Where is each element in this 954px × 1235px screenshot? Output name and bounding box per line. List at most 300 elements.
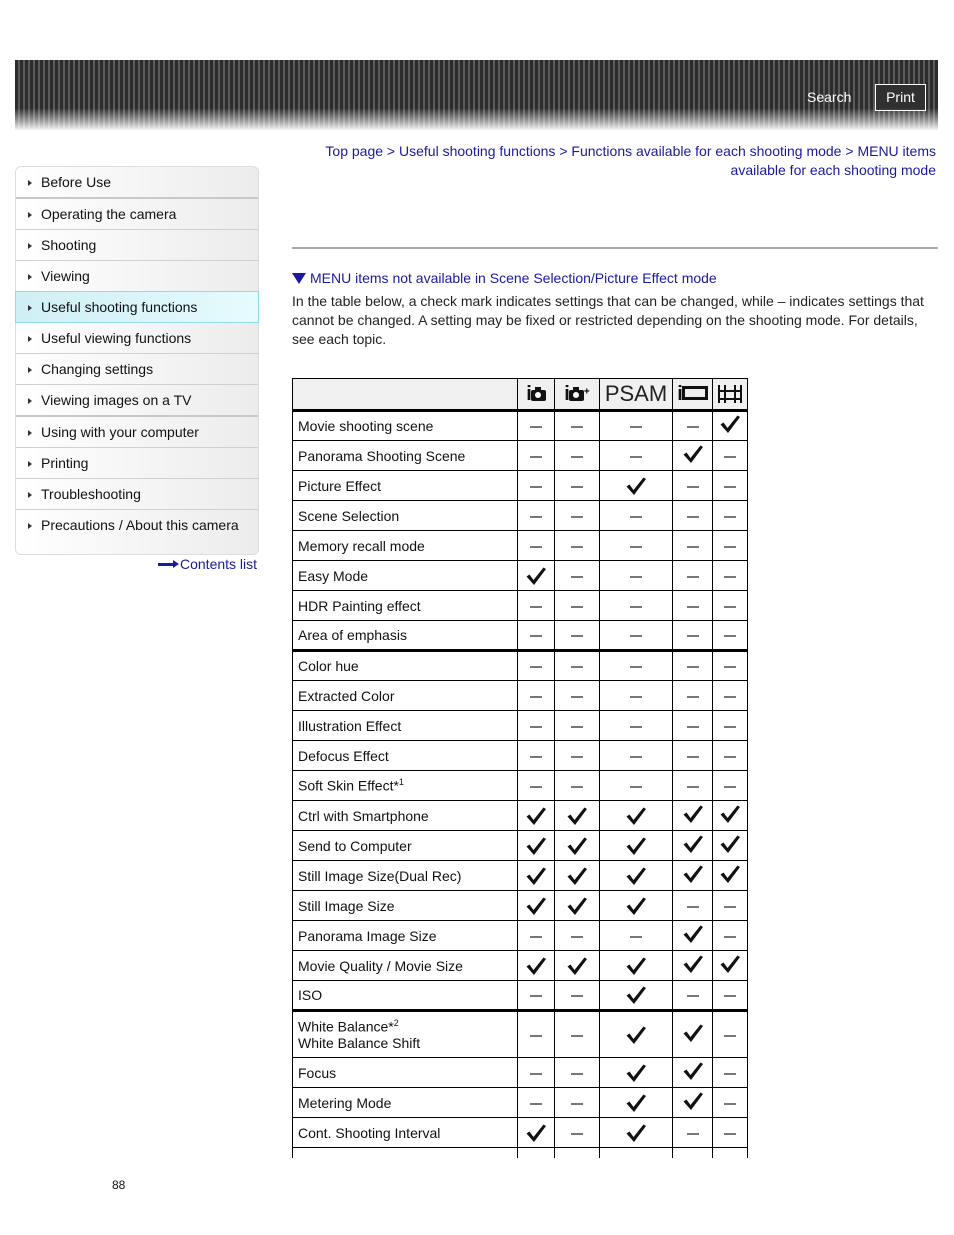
row-label-text: Ctrl with Smartphone	[298, 807, 429, 824]
table-row	[293, 741, 748, 771]
dash-icon	[530, 1103, 542, 1105]
row-label	[293, 981, 518, 1011]
caret-right-icon	[28, 461, 32, 467]
row-label-text: Focus	[298, 1064, 337, 1081]
cell-value	[713, 711, 748, 741]
cell-value	[600, 501, 673, 531]
check-icon	[682, 1091, 704, 1111]
dash-icon	[630, 726, 642, 728]
cell-value	[673, 531, 713, 561]
row-label	[293, 1011, 518, 1058]
sidebar-item-label: Operating the camera	[41, 206, 177, 222]
cell-value	[713, 651, 748, 681]
cell-value	[555, 441, 600, 471]
cell-value	[518, 801, 555, 831]
cell-value	[600, 891, 673, 921]
dash-icon	[687, 426, 699, 428]
dash-icon	[571, 1073, 583, 1075]
table-row	[293, 951, 748, 981]
cell-value	[600, 1011, 673, 1058]
dash-icon	[530, 696, 542, 698]
row-label	[293, 501, 518, 531]
cell-empty	[673, 1148, 713, 1158]
dash-icon	[724, 606, 736, 608]
cell-value	[555, 561, 600, 591]
check-icon	[719, 804, 741, 824]
menu-availability-table	[292, 378, 748, 1158]
cell-value	[673, 651, 713, 681]
row-label	[293, 681, 518, 711]
caret-right-icon	[28, 212, 32, 218]
cell-value	[555, 891, 600, 921]
dash-icon	[724, 936, 736, 938]
dash-icon	[630, 426, 642, 428]
cell-value	[600, 471, 673, 501]
check-icon	[525, 956, 547, 976]
cell-value	[600, 921, 673, 951]
dash-icon	[630, 516, 642, 518]
dash-icon	[530, 426, 542, 428]
cell-value	[673, 1011, 713, 1058]
row-label-text: Panorama Image Size	[298, 927, 437, 944]
dash-icon	[630, 756, 642, 758]
cell-value	[555, 981, 600, 1011]
cell-value	[518, 1088, 555, 1118]
row-label	[293, 591, 518, 621]
cell-value	[555, 801, 600, 831]
dash-icon	[571, 786, 583, 788]
dash-icon	[724, 635, 736, 637]
cell-value	[713, 411, 748, 441]
cell-value	[600, 771, 673, 801]
breadcrumb-functions-available[interactable]: Functions available for each shooting mode	[571, 143, 842, 159]
row-label	[293, 951, 518, 981]
dash-icon	[571, 606, 583, 608]
cell-value	[518, 591, 555, 621]
cell-value	[600, 621, 673, 651]
row-label-text: Metering Mode	[298, 1094, 392, 1111]
footnote-marker: 2	[393, 1018, 399, 1029]
contents-list-link[interactable]	[158, 556, 257, 572]
dash-icon	[724, 576, 736, 578]
sidebar-item-before-use[interactable]	[16, 167, 258, 199]
cell-value	[555, 411, 600, 441]
check-icon	[566, 956, 588, 976]
cell-value	[673, 621, 713, 651]
breadcrumb-separator: >	[555, 143, 572, 159]
row-label	[293, 891, 518, 921]
table-row	[293, 1058, 748, 1088]
check-icon	[625, 1123, 647, 1143]
dash-icon	[724, 1073, 736, 1075]
cell-value	[673, 441, 713, 471]
cell-value	[555, 531, 600, 561]
table-row	[293, 621, 748, 651]
dash-icon	[724, 666, 736, 668]
cell-value	[673, 591, 713, 621]
caret-right-icon	[28, 367, 32, 373]
caret-right-icon	[28, 398, 32, 404]
cell-value	[713, 621, 748, 651]
search-link[interactable]: Search	[807, 89, 852, 105]
sidebar-item-useful-viewing-functions[interactable]	[16, 323, 258, 354]
cell-value	[713, 861, 748, 891]
cell-value	[673, 1088, 713, 1118]
cell-value	[673, 921, 713, 951]
cell-value	[673, 741, 713, 771]
row-label-text: Scene Selection	[298, 507, 400, 524]
caret-right-icon	[28, 274, 32, 280]
check-icon	[682, 1061, 704, 1081]
table-row	[293, 651, 748, 681]
row-label	[293, 921, 518, 951]
dash-icon	[724, 1133, 736, 1135]
cell-value	[555, 1058, 600, 1088]
dash-icon	[530, 635, 542, 637]
check-icon	[682, 954, 704, 974]
table-row	[293, 921, 748, 951]
row-label-text: Extracted Color	[298, 687, 395, 704]
row-label	[293, 741, 518, 771]
row-label-text: White Balance Shift	[298, 1034, 421, 1051]
cell-value	[673, 411, 713, 441]
table-row	[293, 561, 748, 591]
sidebar-item-shooting[interactable]	[16, 230, 258, 261]
cell-value	[713, 561, 748, 591]
cell-value	[518, 741, 555, 771]
sidebar-item-label: Useful shooting functions	[41, 299, 198, 315]
table-row	[293, 771, 748, 801]
check-icon	[719, 954, 741, 974]
row-label	[293, 1088, 518, 1118]
breadcrumb-separator: >	[841, 143, 858, 159]
cell-value	[713, 471, 748, 501]
check-icon	[566, 836, 588, 856]
cell-value	[518, 561, 555, 591]
dash-icon	[630, 786, 642, 788]
row-label-text: White Balance*	[298, 1018, 394, 1035]
check-icon	[525, 896, 547, 916]
cell-value	[555, 921, 600, 951]
check-icon	[719, 864, 741, 884]
table-row	[293, 501, 748, 531]
cell-value	[600, 1088, 673, 1118]
check-icon	[625, 1093, 647, 1113]
breadcrumb-useful-shooting[interactable]: Useful shooting functions	[399, 143, 556, 159]
row-label-text: Color hue	[298, 658, 359, 674]
cell-value	[518, 621, 555, 651]
row-label	[293, 651, 518, 681]
dash-icon	[530, 606, 542, 608]
dash-icon	[571, 1103, 583, 1105]
dash-icon	[530, 1073, 542, 1075]
check-icon	[525, 566, 547, 586]
check-icon	[625, 896, 647, 916]
cell-value	[673, 1058, 713, 1088]
cell-value	[555, 651, 600, 681]
row-label-text: Picture Effect	[298, 477, 382, 494]
caret-right-icon	[28, 430, 32, 436]
breadcrumb-top-page[interactable]: Top page	[325, 143, 384, 159]
cell-value	[673, 561, 713, 591]
dash-icon	[724, 1035, 736, 1037]
row-label-text: Movie Quality / Movie Size	[298, 957, 463, 974]
dash-icon	[571, 726, 583, 728]
caret-right-icon	[28, 243, 32, 249]
dash-icon	[530, 995, 542, 997]
dash-icon	[530, 666, 542, 668]
cell-value	[600, 951, 673, 981]
cell-value	[555, 501, 600, 531]
check-icon	[719, 834, 741, 854]
row-label	[293, 621, 518, 651]
cell-empty	[555, 1148, 600, 1158]
cell-value	[518, 951, 555, 981]
cell-value	[555, 711, 600, 741]
row-label	[293, 531, 518, 561]
cell-value	[518, 651, 555, 681]
cell-value	[673, 861, 713, 891]
row-label	[293, 831, 518, 861]
dash-icon	[687, 906, 699, 908]
check-icon	[566, 896, 588, 916]
caret-right-icon	[28, 492, 32, 498]
sidebar-item-viewing-images-on-a-tv[interactable]	[16, 385, 258, 417]
triangle-down-icon	[292, 273, 306, 284]
dash-icon	[530, 936, 542, 938]
check-icon	[625, 1063, 647, 1083]
dash-icon	[530, 1035, 542, 1037]
dash-icon	[571, 456, 583, 458]
cell-value	[555, 621, 600, 651]
cell-value	[673, 801, 713, 831]
cell-value	[518, 501, 555, 531]
check-icon	[525, 836, 547, 856]
superior-auto-icon	[569, 390, 584, 401]
caret-right-icon	[28, 180, 32, 186]
cell-value	[555, 771, 600, 801]
check-icon	[682, 834, 704, 854]
dash-icon	[571, 696, 583, 698]
sidebar-item-label: Troubleshooting	[41, 486, 141, 502]
row-label-text: ISO	[298, 987, 323, 1003]
row-label	[293, 801, 518, 831]
sidebar-item-troubleshooting[interactable]	[16, 479, 258, 510]
sidebar-item-label: Using with your computer	[41, 424, 199, 440]
dash-icon	[630, 936, 642, 938]
check-icon	[682, 1023, 704, 1043]
table-row-partial	[293, 1148, 748, 1158]
cell-value	[713, 1058, 748, 1088]
header-intelligent-auto: i	[518, 379, 555, 411]
dash-icon	[530, 786, 542, 788]
cell-value	[555, 681, 600, 711]
row-label	[293, 861, 518, 891]
cell-value	[555, 861, 600, 891]
cell-empty	[713, 1148, 748, 1158]
psam-icon: PSAM	[604, 381, 668, 406]
row-label-text: Panorama Shooting Scene	[298, 447, 466, 464]
table-row	[293, 831, 748, 861]
breadcrumb-separator: >	[383, 143, 399, 159]
sidebar-item-label: Precautions / About this camera	[41, 517, 239, 533]
cell-value	[555, 1118, 600, 1148]
cell-value	[600, 741, 673, 771]
print-button[interactable]: Print	[875, 84, 926, 111]
cell-value	[600, 411, 673, 441]
check-icon	[625, 1025, 647, 1045]
dash-icon	[687, 1133, 699, 1135]
row-label	[293, 711, 518, 741]
sidebar-item-label: Viewing	[41, 268, 90, 284]
dash-icon	[571, 635, 583, 637]
cell-value	[673, 981, 713, 1011]
cell-value	[600, 561, 673, 591]
cell-value	[713, 951, 748, 981]
dash-icon	[687, 995, 699, 997]
cell-value	[673, 831, 713, 861]
dash-icon	[724, 516, 736, 518]
cell-value	[518, 411, 555, 441]
table-row	[293, 801, 748, 831]
header-blank	[293, 379, 518, 411]
table-header-row	[293, 379, 748, 411]
sidebar-item-printing[interactable]	[16, 448, 258, 479]
dash-icon	[630, 666, 642, 668]
dash-icon	[724, 1103, 736, 1105]
cell-value	[555, 591, 600, 621]
dash-icon	[687, 726, 699, 728]
cell-value	[555, 741, 600, 771]
cell-value	[518, 981, 555, 1011]
row-label-text: Easy Mode	[298, 567, 369, 584]
intelligent-auto-icon	[531, 390, 546, 401]
cell-value	[713, 591, 748, 621]
section-title[interactable]	[292, 270, 717, 286]
cell-value	[600, 831, 673, 861]
arrow-right-icon	[158, 563, 174, 566]
dash-icon	[571, 576, 583, 578]
sidebar-item-operating-the-camera[interactable]	[16, 199, 258, 230]
sidebar-item-label: Changing settings	[41, 361, 154, 377]
dash-icon	[630, 606, 642, 608]
dash-icon	[630, 546, 642, 548]
cell-value	[518, 471, 555, 501]
cell-value	[713, 801, 748, 831]
dash-icon	[687, 606, 699, 608]
row-label-text: Soft Skin Effect*	[298, 777, 399, 794]
sidebar-item-using-with-your-computer[interactable]	[16, 417, 258, 448]
row-label-text: Illustration Effect	[298, 717, 402, 734]
cell-value	[600, 801, 673, 831]
cell-value	[713, 1011, 748, 1058]
row-label	[293, 471, 518, 501]
dash-icon	[571, 1035, 583, 1037]
sidebar-item-changing-settings[interactable]	[16, 354, 258, 385]
dash-icon	[724, 786, 736, 788]
cell-value	[673, 681, 713, 711]
check-icon	[719, 414, 741, 434]
dash-icon	[687, 486, 699, 488]
dash-icon	[724, 456, 736, 458]
table-row	[293, 471, 748, 501]
cell-value	[518, 1011, 555, 1058]
dash-icon	[530, 456, 542, 458]
table-row	[293, 711, 748, 741]
caret-right-icon	[28, 305, 32, 311]
breadcrumb-menu-items[interactable]: MENU items available for each shooting mode	[730, 143, 936, 178]
dash-icon	[687, 546, 699, 548]
sidebar-item-label: Printing	[41, 455, 89, 471]
cell-value	[713, 441, 748, 471]
header-sweep-panorama: i	[673, 379, 713, 411]
header-superior-auto: i +	[555, 379, 600, 411]
dash-icon	[630, 635, 642, 637]
cell-value	[518, 531, 555, 561]
check-icon	[682, 444, 704, 464]
cell-value	[713, 771, 748, 801]
cell-value	[713, 1088, 748, 1118]
check-icon	[625, 476, 647, 496]
dash-icon	[630, 696, 642, 698]
movie-mode-icon	[718, 385, 742, 403]
dash-icon	[687, 516, 699, 518]
row-label-text: Movie shooting scene	[298, 418, 434, 434]
cell-value	[673, 891, 713, 921]
check-icon	[682, 864, 704, 884]
check-icon	[625, 836, 647, 856]
page-number: 88	[112, 1178, 126, 1192]
contents-list-label: Contents list	[180, 556, 258, 572]
dash-icon	[724, 696, 736, 698]
row-label	[293, 771, 518, 801]
sidebar-item-useful-shooting-functions[interactable]	[15, 291, 259, 323]
dash-icon	[724, 546, 736, 548]
cell-value	[600, 681, 673, 711]
cell-value	[555, 471, 600, 501]
cell-value	[555, 831, 600, 861]
check-icon	[625, 985, 647, 1005]
dash-icon	[687, 666, 699, 668]
cell-empty	[600, 1148, 673, 1158]
check-icon	[525, 806, 547, 826]
sidebar-item-viewing[interactable]	[16, 261, 258, 292]
table-row	[293, 861, 748, 891]
row-label-text: HDR Painting effect	[298, 597, 421, 614]
sidebar-nav	[15, 166, 259, 555]
table-row	[293, 891, 748, 921]
footnote-marker: 1	[398, 777, 404, 788]
row-label	[293, 1118, 518, 1148]
sidebar-item-label: Viewing images on a TV	[41, 392, 192, 408]
cell-value	[518, 1118, 555, 1148]
table-row	[293, 681, 748, 711]
cell-value	[555, 1088, 600, 1118]
section-title-text: MENU items not available in Scene Selection/Picture Effect mode	[310, 270, 717, 286]
sidebar-item-precautions-about-this-camera[interactable]	[16, 510, 258, 540]
cell-value	[673, 471, 713, 501]
cell-value	[713, 891, 748, 921]
cell-value	[713, 921, 748, 951]
divider	[292, 247, 938, 249]
header-psam	[600, 379, 673, 411]
cell-value	[518, 861, 555, 891]
dash-icon	[724, 726, 736, 728]
table-row	[293, 1088, 748, 1118]
cell-value	[600, 531, 673, 561]
sidebar-item-label: Shooting	[41, 237, 97, 253]
sweep-panorama-icon	[682, 386, 708, 400]
